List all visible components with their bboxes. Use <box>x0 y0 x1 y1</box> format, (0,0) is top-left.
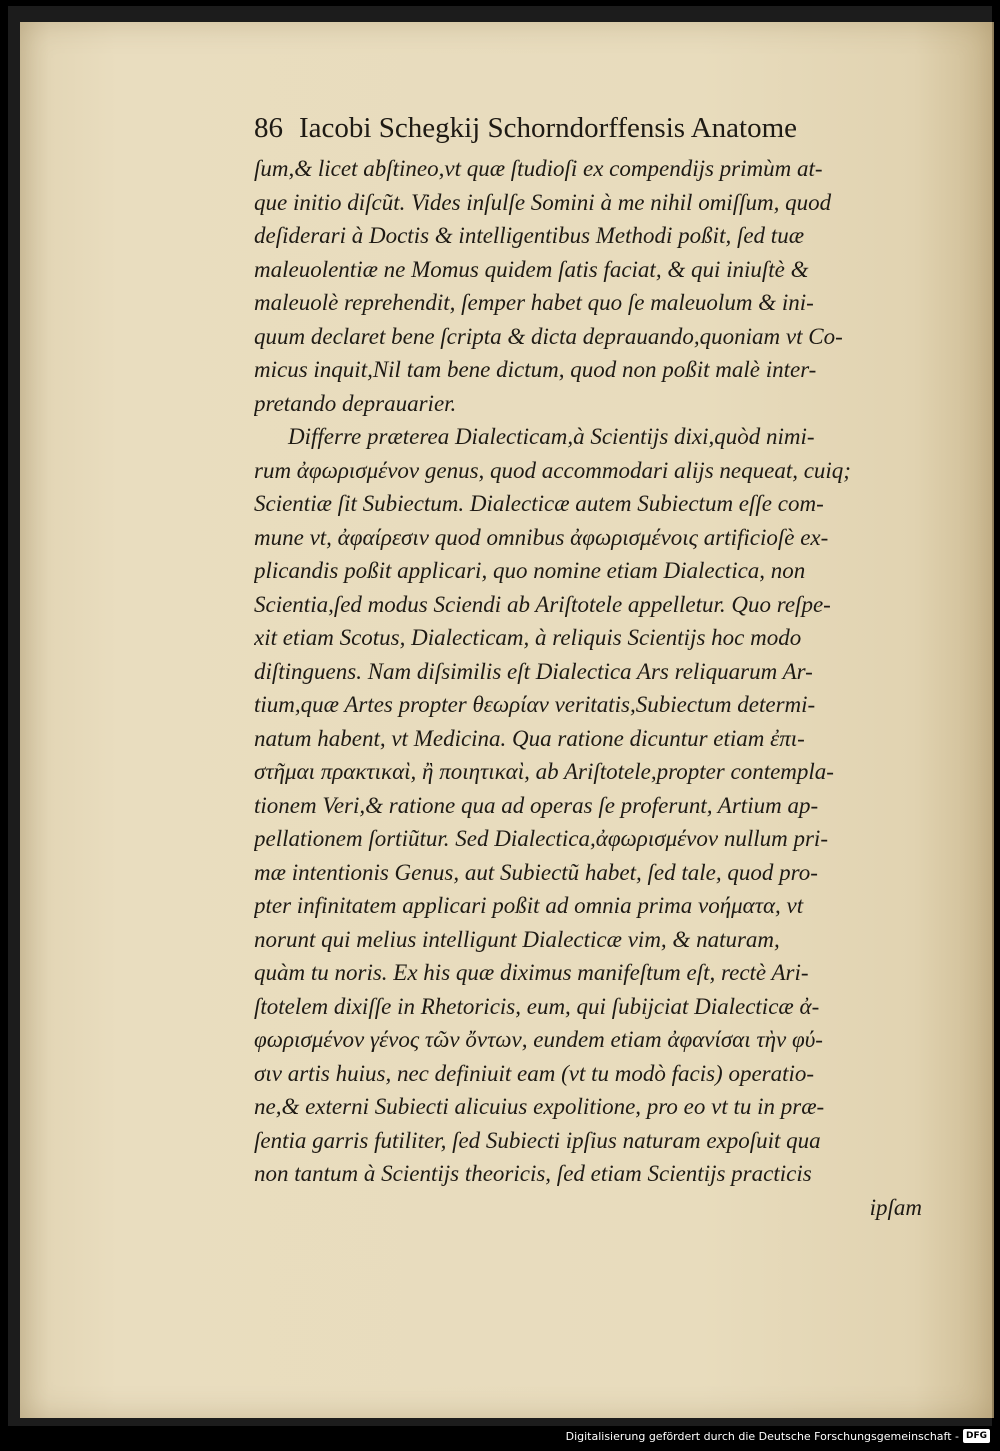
text-line: maleuolentiæ ne Momus quidem ſatis faciat, & qui iniuſtè & <box>254 256 809 282</box>
text-line: quàm tu noris. Ex his quæ diximus manifeſtum eſt, rectè Ari- <box>254 960 809 985</box>
text-line: norunt qui melius intelligunt Dialecticæ vim, & naturam, <box>254 926 780 952</box>
text-line: σιν artis huius, nec definiuit eam (vt tu modò facis) operatio- <box>254 1060 815 1086</box>
running-title: Iacobi Schegkij Schorndorffensis Anatome <box>299 112 797 144</box>
text-line: rum ἀφωρισμένον genus, quod accommodari alijs nequeat, cuiq; <box>254 457 851 483</box>
text-line: Scientiæ ſit Subiectum. Dialecticæ autem Subiectum eſſe com- <box>254 491 824 516</box>
footer-credit <box>566 1427 990 1445</box>
text-line: quum declaret bene ſcripta & dicta deprauando,quoniam vt Co- <box>254 323 843 349</box>
text-line: tionem Veri,& ratione qua ad operas ſe proferunt, Artium ap- <box>254 792 819 818</box>
text-line: natum habent, vt Medicina. Qua ratione dicuntur etiam ἐπι- <box>254 725 805 751</box>
text-line: ſentia garris futiliter, ſed Subiecti ipſius naturam expoſuit qua <box>254 1127 821 1153</box>
body-text <box>254 152 926 1224</box>
text-line: diſtinguens. Nam diſsimilis eſt Dialectica Ars reliquarum Ar- <box>254 658 813 684</box>
dfg-logo-icon: DFG <box>963 1429 990 1443</box>
text-line: φωρισμένον γένος τῶν ὄντων, eundem etiam ἀφανίσαι τὴν φύ- <box>254 1027 823 1052</box>
text-line: στῆμαι πρακτικαὶ, ἢ ποιητικαὶ, ab Ariſtotele,propter contempla- <box>254 759 834 784</box>
text-line: deſiderari à Doctis & intelligentibus Methodi poßit, ſed tuæ <box>254 223 805 248</box>
text-line: pretando deprauarier. <box>254 390 457 416</box>
text-line: pter infinitatem applicari poßit ad omnia prima νοήματα, vt <box>254 893 804 918</box>
text-line: mune vt, ἀφαίρεσιν quod omnibus ἀφωρισμένοις artificioſè ex- <box>254 524 829 550</box>
text-line: micus inquit,Nil tam bene dictum, quod non poßit malè inter- <box>254 357 817 382</box>
text-line: pellationem ſortiũtur. Sed Dialectica,ἀφωρισμένον nullum pri- <box>254 826 828 851</box>
text-line: plicandis poßit applicari, quo nomine etiam Dialectica, non <box>254 558 806 583</box>
text-line: ne,& externi Subiecti alicuius expolitione, pro eo vt tu in præ- <box>254 1094 825 1119</box>
catchword: ipſam <box>869 1194 922 1220</box>
text-line: maleuolè reprehendit, ſemper habet quo ſe maleuolum & ini- <box>254 290 814 315</box>
text-line: xit etiam Scotus, Dialecticam, à reliquis Scientijs hoc modo <box>254 625 802 650</box>
footer-text: Digitalisierung gefördert durch die Deutsche Forschungsgemeinschaft - <box>565 1429 959 1443</box>
text-line: Differre præterea Dialecticam,à Scientijs dixi,quòd nimi- <box>288 424 815 449</box>
text-line: tium,quæ Artes propter θεωρίαν veritatis,Subiectum determi- <box>254 692 816 717</box>
text-line: Scientia,ſed modus Sciendi ab Ariſtotele appelletur. Quo reſpe- <box>254 591 831 617</box>
text-line: ſum,& licet abſtineo,vt quæ ſtudioſi ex compendijs primùm at- <box>254 156 823 181</box>
text-line: que initio diſcũt. Vides inſulſe Somini à me nihil omiſſum, quod <box>254 189 832 215</box>
page-header <box>254 112 874 152</box>
text-line: ſtotelem dixiſſe in Rhetoricis, eum, qui ſubijciat Dialecticæ ἀ- <box>254 993 820 1019</box>
page-number: 86 <box>254 112 283 144</box>
text-line: mæ intentionis Genus, aut Subiectũ habet, ſed tale, quod pro- <box>254 859 818 885</box>
text-line: non tantum à Scientijs theoricis, ſed etiam Scientijs practicis <box>254 1161 812 1186</box>
